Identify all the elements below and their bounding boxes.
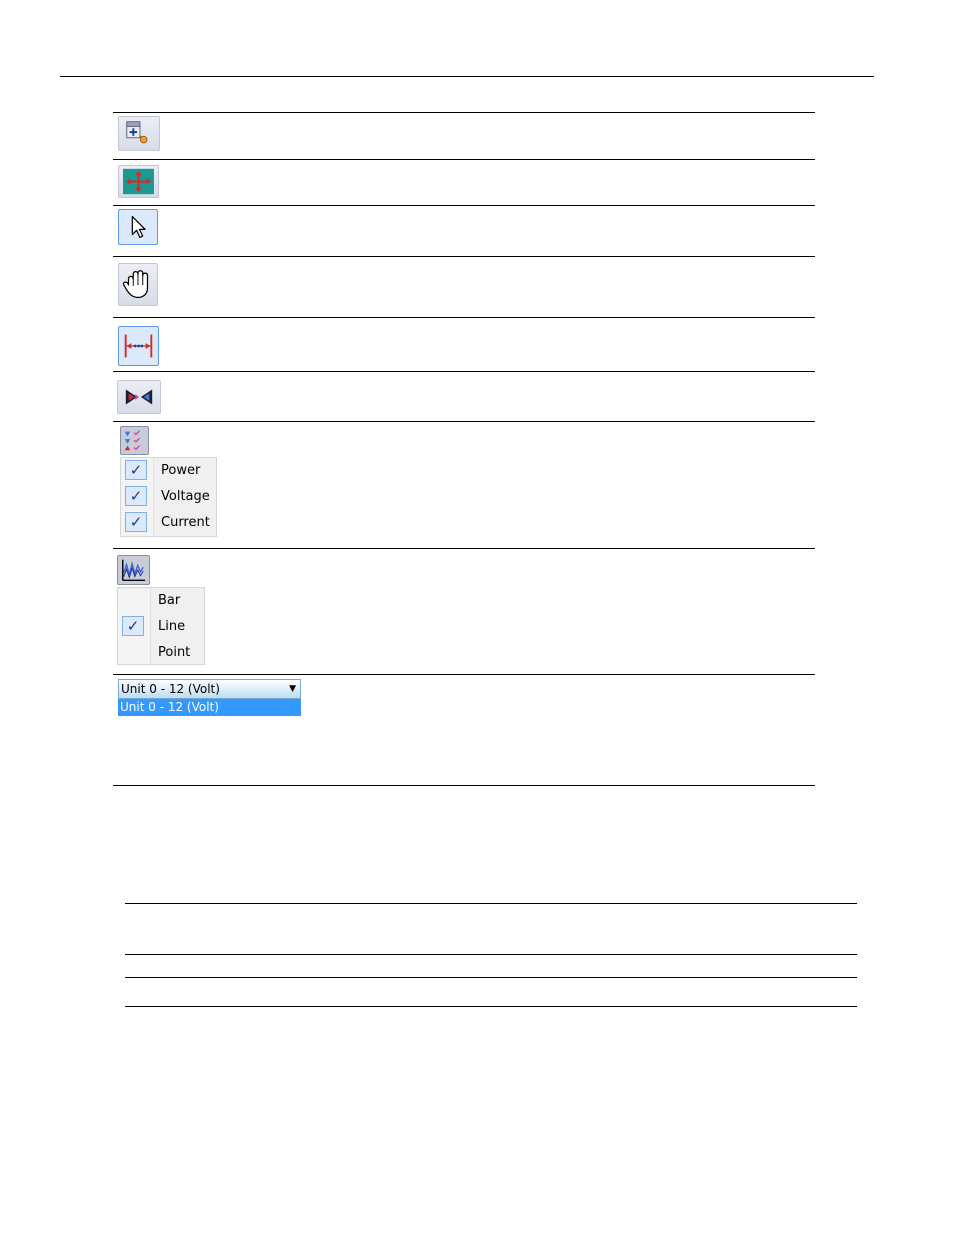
table-rule — [113, 548, 815, 549]
table-rule — [113, 421, 815, 422]
page-header-rule — [60, 76, 874, 77]
table-rule — [125, 977, 857, 978]
move-arrows-icon — [119, 166, 158, 197]
unit-select-value: Unit 0 - 12 (Volt) — [121, 682, 220, 696]
table-rule — [113, 674, 815, 675]
menu-item-current[interactable] — [121, 510, 216, 536]
table-rule — [113, 256, 815, 257]
menu-item-label: Line — [158, 619, 186, 634]
menu-item-voltage[interactable] — [121, 484, 216, 510]
table-rule — [113, 205, 815, 206]
check-icon: ✓ — [125, 460, 147, 480]
table-rule — [125, 1006, 857, 1007]
series-select-icon — [121, 427, 148, 454]
table-rule — [113, 159, 815, 160]
move-view-button[interactable] — [118, 165, 159, 198]
unit-select-option[interactable] — [118, 699, 301, 716]
pan-tool-button[interactable] — [118, 263, 158, 306]
menu-item-label: Bar — [158, 593, 181, 608]
table-rule — [125, 954, 857, 955]
menu-item-line[interactable] — [118, 614, 204, 640]
menu-item-point[interactable] — [118, 640, 204, 666]
table-rule — [113, 371, 815, 372]
table-rule — [113, 785, 815, 786]
hand-pan-icon — [119, 264, 157, 305]
check-icon: ✓ — [125, 486, 147, 506]
chart-type-menu — [117, 587, 205, 665]
menu-item-label: Power — [161, 463, 201, 478]
chart-type-button[interactable] — [117, 555, 150, 585]
pointer-icon — [119, 210, 157, 244]
menu-item-label: Point — [158, 645, 191, 660]
add-measurement-button[interactable] — [118, 116, 160, 151]
table-rule — [113, 112, 815, 113]
table-rule — [113, 317, 815, 318]
span-measure-icon — [119, 327, 158, 365]
pointer-tool-button[interactable] — [118, 209, 158, 245]
menu-item-label: Current — [161, 515, 210, 530]
chart-type-icon — [118, 556, 149, 584]
series-menu — [120, 457, 217, 537]
zoom-fit-button[interactable] — [117, 380, 161, 414]
table-rule — [125, 903, 857, 904]
menu-item-bar[interactable] — [118, 588, 204, 614]
span-measure-button[interactable] — [118, 326, 159, 366]
series-select-button[interactable] — [120, 426, 149, 455]
menu-item-label: Voltage — [161, 489, 210, 504]
zoom-fit-icon — [118, 381, 160, 413]
add-measurement-icon — [119, 117, 159, 150]
check-icon: ✓ — [125, 512, 147, 532]
unit-option-label: Unit 0 - 12 (Volt) — [120, 700, 219, 714]
chevron-down-icon[interactable]: ▼ — [289, 684, 296, 694]
check-icon: ✓ — [122, 616, 144, 636]
menu-item-power[interactable] — [121, 458, 216, 484]
unit-select[interactable] — [118, 679, 301, 699]
